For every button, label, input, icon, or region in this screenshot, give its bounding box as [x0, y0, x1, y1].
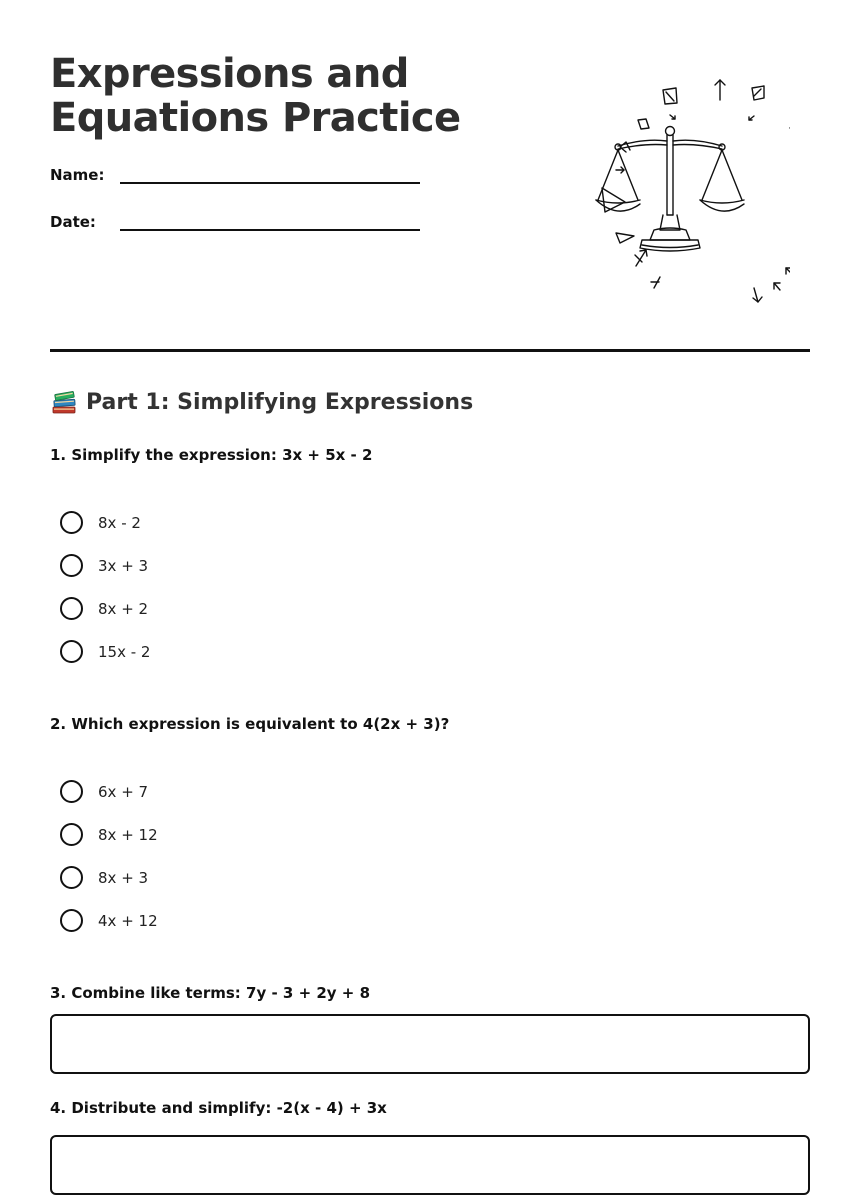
- worksheet-page: [50, 0, 810, 1161]
- books-icon: [50, 388, 78, 416]
- question-2-option-a[interactable]: [60, 770, 158, 813]
- question-3-text: 3. Combine like terms: 7y - 3 + 2y + 8: [50, 984, 371, 1002]
- page-title: Expressions and Equations Practice: [50, 51, 461, 141]
- radio-button[interactable]: [60, 909, 83, 932]
- name-field-row: [50, 166, 430, 194]
- name-blank-line[interactable]: [120, 182, 420, 184]
- option-label: 8x + 3: [98, 868, 149, 887]
- question-1-text: 1. Simplify the expression: 3x + 5x - 2: [50, 446, 373, 464]
- question-2-options: [60, 770, 158, 942]
- option-label: 4x + 12: [98, 911, 158, 930]
- question-1-options: [60, 501, 150, 673]
- option-label: 8x + 2: [98, 599, 149, 618]
- question-4-text: 4. Distribute and simplify: -2(x - 4) + 3x: [50, 1099, 387, 1117]
- radio-button[interactable]: [60, 511, 83, 534]
- date-blank-line[interactable]: [120, 229, 420, 231]
- question-2-option-d[interactable]: [60, 899, 158, 942]
- question-1-option-b[interactable]: [60, 544, 150, 587]
- header-divider: [50, 349, 810, 352]
- date-label: Date:: [50, 213, 96, 231]
- question-1-option-a[interactable]: [60, 501, 150, 544]
- question-4-answer-box[interactable]: [50, 1135, 810, 1195]
- name-label: Name:: [50, 166, 105, 184]
- question-2-text: 2. Which expression is equivalent to 4(2x + 3)?: [50, 715, 450, 733]
- radio-button[interactable]: [60, 597, 83, 620]
- option-label: 3x + 3: [98, 556, 149, 575]
- part1-heading: [50, 388, 473, 416]
- radio-button[interactable]: [60, 554, 83, 577]
- question-2-option-c[interactable]: [60, 856, 158, 899]
- balance-scale-illustration: [550, 70, 790, 310]
- date-field-row: [50, 213, 430, 241]
- radio-button[interactable]: [60, 780, 83, 803]
- option-label: 6x + 7: [98, 782, 149, 801]
- radio-button[interactable]: [60, 640, 83, 663]
- radio-button[interactable]: [60, 823, 83, 846]
- radio-button[interactable]: [60, 866, 83, 889]
- question-2-option-b[interactable]: [60, 813, 158, 856]
- question-1-option-c[interactable]: [60, 587, 150, 630]
- question-1-option-d[interactable]: [60, 630, 150, 673]
- part1-title: Part 1: Simplifying Expressions: [86, 389, 474, 415]
- option-label: 8x + 12: [98, 825, 158, 844]
- option-label: 8x - 2: [98, 513, 141, 532]
- question-3-answer-box[interactable]: [50, 1014, 810, 1074]
- option-label: 15x - 2: [98, 642, 151, 661]
